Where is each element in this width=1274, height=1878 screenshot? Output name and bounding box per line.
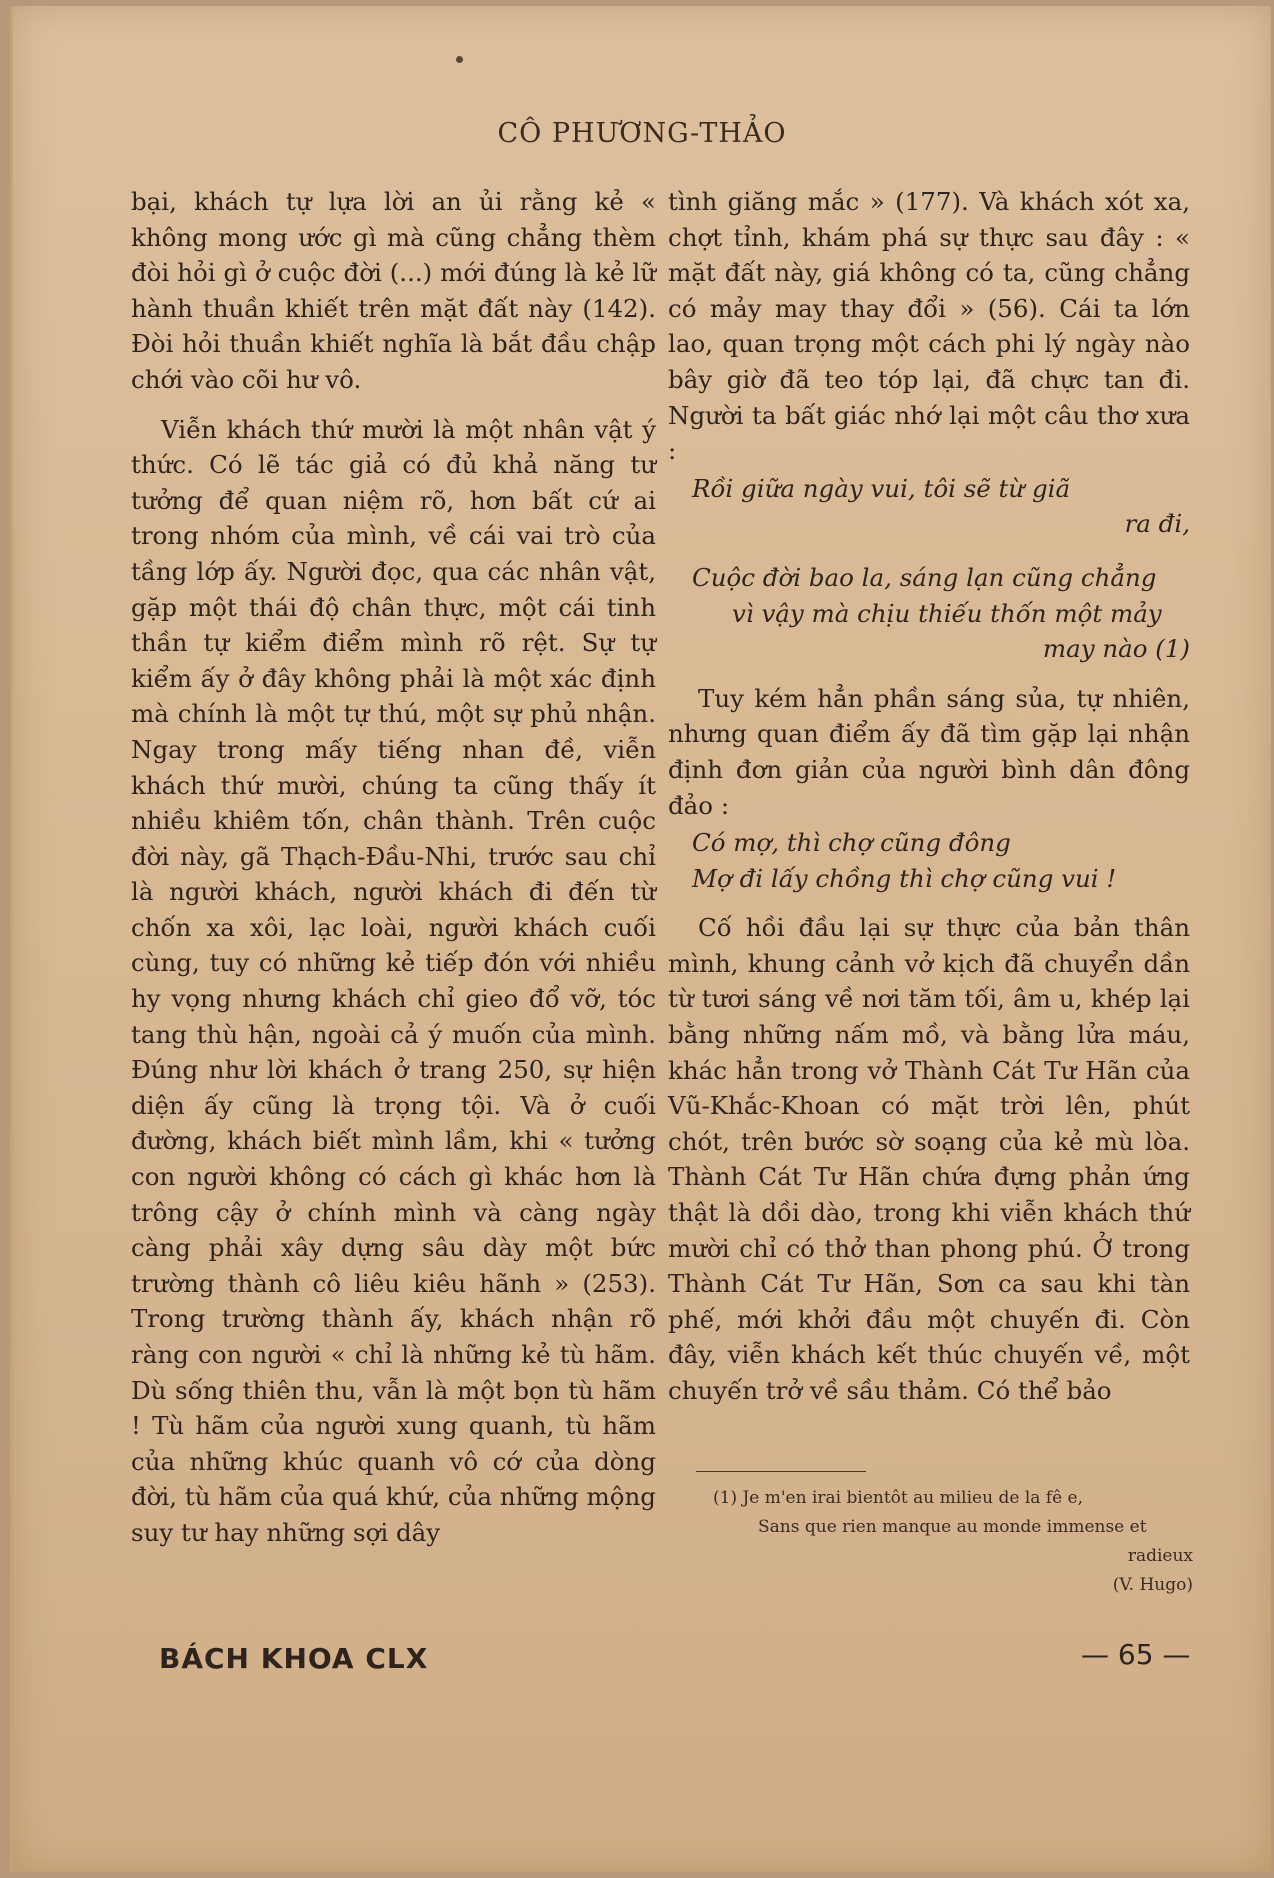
left-column — [131, 184, 656, 1551]
running-head: CÔ PHƯƠNG-THẢO — [497, 118, 787, 149]
right-column — [668, 184, 1190, 1409]
verse-3-line-1: Có mợ, thì chợ cũng đông — [692, 828, 1011, 858]
footnote-rule — [696, 1471, 866, 1472]
ink-speck — [456, 56, 463, 63]
footnote-line-4: (V. Hugo) — [1112, 1575, 1193, 1595]
left-paragraph-1: bại, khách tự lựa lời an ủi rằng kẻ « không mong ước gì mà cũng chẳng thèm đòi hỏi gì ở cuộc đời (...) mới đúng là kẻ lữ hành thuần khiết trên mặt đất này (142). Đòi hỏi thuần khiết nghĩa là bắt đầu chập chới vào cõi hư vô. — [131, 187, 656, 394]
right-paragraph-2: Tuy kém hẳn phần sáng sủa, tự nhiên, nhưng quan điểm ấy đã tìm gặp lại nhận định đơn giản của người bình dân đông đảo : — [668, 683, 1190, 820]
verse-2-line-1: Cuộc đời bao la, sáng lạn cũng chẳng — [692, 562, 1157, 592]
footer-magazine-title: BÁCH KHOA CLX — [159, 1642, 429, 1675]
right-paragraph-1: tình giăng mắc » (177). Và khách xót xa, chợt tỉnh, khám phá sự thực sau đây : « mặt đất này, giá không có ta, cũng chẳng có mảy may thay đổi » (56). Cái ta lớn lao, quan trọng một cách phi lý ngày nào bây giờ đã teo tóp lại, đã chực tan đi. Người ta bất giác nhớ lại một câu thơ xưa : — [668, 187, 1190, 466]
verse-2-line-2: vì vậy mà chịu thiếu thốn một mảy — [732, 598, 1162, 628]
footnote-line-2: Sans que rien manque au monde immense et — [758, 1517, 1147, 1537]
verse-1-line-1: Rồi giữa ngày vui, tôi sẽ từ giã — [692, 473, 1071, 503]
footnote-line-1: (1) Je m'en irai bientôt au milieu de la fê e, — [713, 1488, 1084, 1508]
book-page — [10, 6, 1271, 1872]
verse-3 — [692, 825, 1190, 896]
verse-1 — [692, 471, 1190, 542]
page-number: — 65 — — [1081, 1638, 1191, 1671]
right-paragraph-3: Cố hồi đầu lại sự thực của bản thân mình, khung cảnh vở kịch đã chuyển dần từ tươi sáng về nơi tăm tối, âm u, khép lại bằng những nấm mồ, và bằng lửa máu, khác hẳn trong vở Thành Cát Tư Hãn của Vũ-Khắc-Khoan có mặt trời lên, phút chót, trên bước sờ soạng của kẻ mù lòa. Thành Cát Tư Hãn chứa đựng phản ứng thật là dồi dào, trong khi viễn khách thứ mười chỉ có thở than phong phú. Ở trong Thành Cát Tư Hãn, Sơn ca sau khi tàn phế, mới khởi đầu một chuyến đi. Còn đây, viễn khách kết thúc chuyến về, một chuyến trở về sầu thảm. Có thể bảo — [668, 913, 1190, 1405]
verse-3-line-2: Mợ đi lấy chồng thì chợ cũng vui ! — [692, 863, 1117, 893]
footnote-line-3: radieux — [1127, 1546, 1193, 1566]
verse-2-line-3: may nào (1) — [1042, 634, 1190, 664]
left-paragraph-2: Viễn khách thứ mười là một nhân vật ý thức. Có lẽ tác giả có đủ khả năng tư tưởng để quan niệm rõ, hơn bất cứ ai trong nhóm của mình, về cái vai trò của tầng lớp ấy. Người đọc, qua các nhân vật, gặp một thái độ chân thực, một cái tinh thần tự kiểm điểm mình rõ rệt. Sự tự kiểm ấy ở đây không phải là một xác định mà chính là một tự thú, một sự phủ nhận. Ngay trong mấy tiếng nhan đề, viễn khách thứ mười, chúng ta cũng thấy ít nhiều khiêm tốn, chân thành. Trên cuộc đời này, gã Thạch-Đầu-Nhi, trước sau chỉ là người khách, người khách đi đến từ chốn xa xôi, lạc loài, người khách cuối cùng, tuy có những kẻ tiếp đón với nhiều hy vọng nhưng khách chỉ gieo đổ vỡ, tóc tang thù hận, ngoài cả ý muốn của mình. Đúng như lời khách ở trang 250, sự hiện diện ấy cũng là trọng tội. Và ở cuối đường, khách biết mình lầm, khi « tưởng con người không có cách gì khác hơn là trông cậy ở chính mình và càng ngày càng phải xây dựng sâu dày một bức trường thành cô liêu kiêu hãnh » (253). Trong trường thành ấy, khách nhận rõ ràng con người « chỉ là những kẻ tù hãm. Dù sống thiên thu, vẫn là một bọn tù hãm ! Tù hãm của người xung quanh, tù hãm của những khúc quanh vô cớ của dòng đời, tù hãm của quá khứ, của những mộng suy tư hay những sợi dây — [131, 414, 656, 1547]
footnote — [713, 1484, 1193, 1600]
verse-2 — [692, 560, 1190, 667]
verse-1-line-2: ra đi, — [1124, 509, 1190, 539]
